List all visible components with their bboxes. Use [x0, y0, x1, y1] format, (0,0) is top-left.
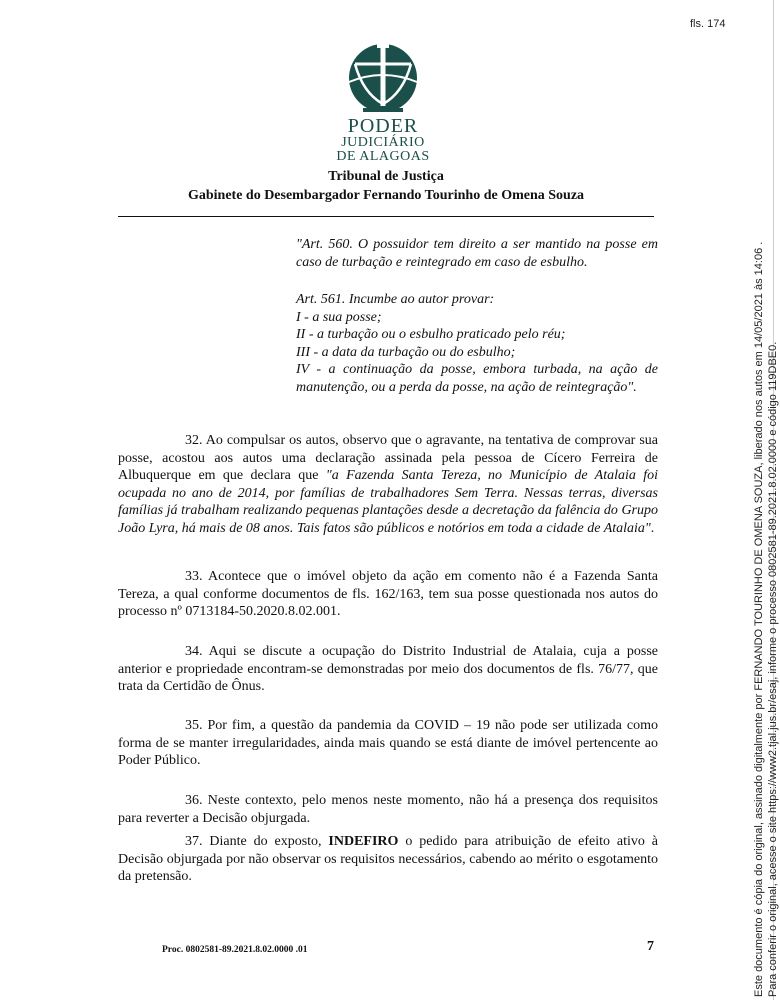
paragraph-32-quote: "a Fazenda Santa Tereza, no Município de Atalaia foi ocupada no ano de 2014, por famílias de trabalhadores Sem Terra. Nessas terras, diversas famílias já trabalham realizando pequenas plantações desde a decretação da falência do Grupo João Lyra, há mais de 08 anos. Tais fatos são públicos e notórios em toda a cidade de Atalaia"	[118, 468, 658, 536]
quote-art-561	[296, 291, 658, 396]
paragraph-33	[118, 568, 658, 621]
paragraph-32	[118, 432, 658, 537]
logo-word-alagoas: DE ALAGOAS	[336, 149, 430, 164]
logo-word-poder: PODER	[347, 115, 419, 137]
paragraph-36	[118, 792, 658, 827]
paragraph-35	[118, 717, 658, 770]
quote-art-561-title: Art. 561. Incumbe ao autor provar:	[296, 292, 495, 307]
footer-page-number: 7	[647, 939, 654, 954]
chamber-name: Gabinete do Desembargador Fernando Tourinho de Omena Souza	[187, 188, 585, 203]
paragraph-37	[118, 833, 658, 886]
quote-item: III - a data da turbação ou do esbulho;	[296, 344, 516, 360]
paragraph-32-end: .	[650, 520, 655, 536]
digital-signature-stamp	[752, 177, 780, 997]
quote-item: II - a turbação ou o esbulho praticado pelo réu;	[296, 327, 566, 342]
paragraph-33-text: 33. Acontece que o imóvel objeto da ação em comento não é a Fazenda Santa Tereza, a qual conforme documentos de fls. 162/163, tem sua posse questionada nos autos do processo nº 0713184-50.2020.8.02.001.	[118, 569, 658, 619]
paragraph-36-text: 36. Neste contexto, pelo menos neste momento, não há a presença dos requisitos para reverter a Decisão objurgada.	[118, 793, 658, 826]
court-name: Tribunal de Justiça	[328, 169, 444, 184]
header-rule	[118, 216, 654, 217]
document-header	[118, 167, 654, 205]
paragraph-37-rest: o pedido para atribuição de efeito ativo à Decisão objurgada por não observar os requisitos necessários, cabendo ao mérito o esgotamento da pretensão.	[118, 834, 658, 884]
page-reference: fls. 174	[690, 18, 726, 30]
paragraph-32-text: 32. Ao compulsar os autos, observo que o agravante, na tentativa de comprovar sua posse, acostou aos autos uma declaração assinada pela pessoa de Cícero Ferreira de Albuquerque em que declara que	[118, 433, 658, 483]
signature-line: Este documento é cópia do original, assinado digitalmente por FERNANDO TOURINHO DE OMENA SOUZA, liberado nos autos em 14/05/2021 às 14:06 .	[753, 241, 765, 997]
quote-art-560: "Art. 560. O possuidor tem direito a ser mantido na posse em caso de turbação e reintegrado em caso de esbulho.	[296, 237, 658, 270]
paragraph-35-text: 35. Por fim, a questão da pandemia da COVID – 19 não pode ser utilizada como forma de se manter irregularidades, ainda mais quando se está diante de imóvel pertencente ao Poder Público.	[118, 718, 658, 768]
paragraph-34	[118, 643, 658, 696]
paragraph-34-text: 34. Aqui se discute a ocupação do Distrito Industrial de Atalaia, cuja a posse anterior e propriedade encontram-se demonstradas por meio dos documentos de fls. 76/77, que trata da Certidão de Ônus.	[118, 644, 658, 694]
logo-word-judiciario: JUDICIÁRIO	[341, 135, 425, 150]
quote-item: I - a sua posse;	[296, 309, 382, 325]
paragraph-37-text: 37. Diante do exposto,	[185, 834, 329, 849]
footer-process-number: Proc. 0802581-89.2021.8.02.0000 .01	[162, 945, 308, 955]
scales-emblem-icon	[333, 38, 433, 118]
quote-item: IV - a continuação da posse, embora turbada, na ação de manutenção, ou a perda da posse, na ação de reintegração".	[296, 362, 658, 395]
court-logo	[333, 38, 433, 164]
decision-keyword: INDEFIRO	[328, 834, 399, 849]
verification-line: Para conferir o original, acesse o site https://www2.tjal.jus.br/esaj, informe o processo 0802581-89.2021.8.02.0000 e código 119DBE0.	[767, 341, 779, 997]
